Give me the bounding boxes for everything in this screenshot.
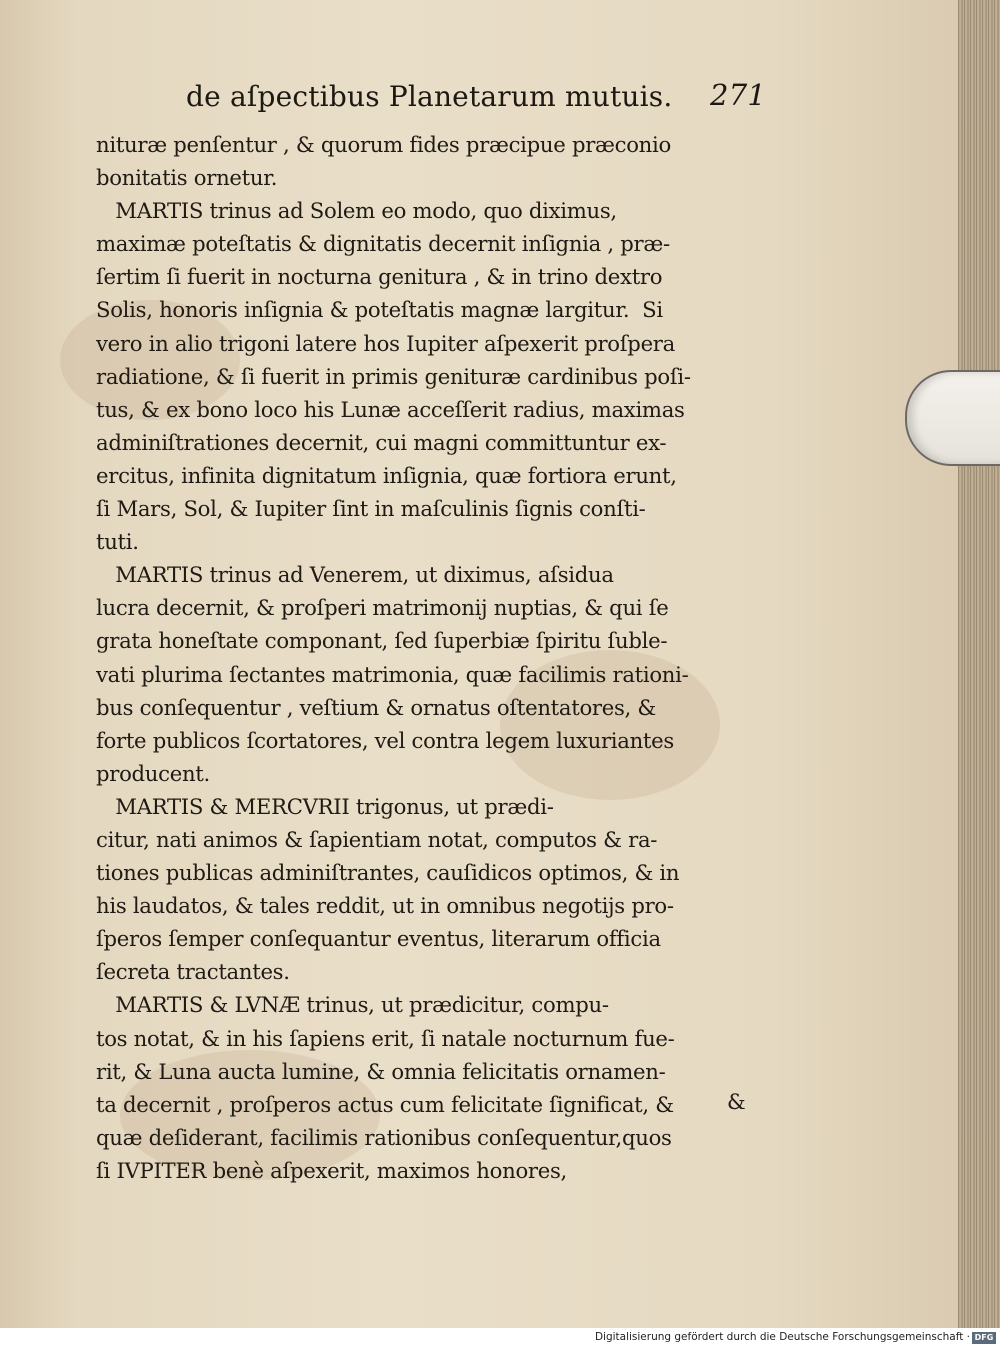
running-header bbox=[186, 80, 766, 124]
text-line: forte publicos ſcortatores, vel contra legem luxuriantes bbox=[96, 727, 674, 753]
text-line: lucra decernit, & proſperi matrimonij nuptias, & qui ſe bbox=[96, 595, 669, 621]
text-line: ſecreta tractantes. bbox=[96, 959, 290, 985]
text-line: MARTIS trinus ad Solem eo modo, quo diximus, bbox=[96, 198, 617, 224]
text-line: bonitatis ornetur. bbox=[96, 165, 278, 191]
text-line: ſertim ſi fuerit in nocturna genitura , & in trino dextro bbox=[96, 264, 663, 290]
page-number: 271 bbox=[710, 78, 766, 112]
text-line: ſi IVPITER benè aſpexerit, maximos honores, bbox=[96, 1157, 567, 1183]
text-line: tos notat, & in his ſapiens erit, ſi natale nocturnum fue- bbox=[96, 1025, 675, 1051]
book-clip bbox=[905, 370, 1000, 466]
text-line: ta decernit , proſperos actus cum felicitate ſignificat, & bbox=[96, 1091, 674, 1117]
page-edges bbox=[958, 0, 1000, 1328]
text-line: ſi Mars, Sol, & Iupiter ſint in maſculinis ſignis conſti- bbox=[96, 496, 646, 522]
text-line: MARTIS & MERCVRII trigonus, ut prædi- bbox=[96, 793, 554, 819]
text-line: ercitus, infinita dignitatum inſignia, quæ fortiora erunt, bbox=[96, 462, 677, 488]
funding-credit: Digitalisierung gefördert durch die Deutsche Forschungsgemeinschaft · bbox=[594, 1331, 970, 1343]
text-line: adminiſtrationes decernit, cui magni committuntur ex- bbox=[96, 429, 667, 455]
text-line: citur, nati animos & ſapientiam notat, computos & ra- bbox=[96, 826, 658, 852]
footer-bar bbox=[0, 1328, 1000, 1349]
text-line: maximæ poteſtatis & dignitatis decernit inſignia , præ- bbox=[96, 231, 670, 257]
text-line: rit, & Luna aucta lumine, & omnia felicitatis ornamen- bbox=[96, 1058, 666, 1084]
text-line: vati plurima ſectantes matrimonia, quæ facilimis rationi- bbox=[96, 661, 689, 687]
dfg-logo: DFG bbox=[972, 1332, 996, 1344]
catchword: & bbox=[727, 1090, 746, 1114]
text-line: tiones publicas adminiſtrantes, cauſidicos optimos, & in bbox=[96, 860, 680, 886]
text-line: tuti. bbox=[96, 529, 139, 555]
text-line: bus conſequentur , veſtium & ornatus oſtentatores, & bbox=[96, 694, 656, 720]
text-line: quæ deſiderant, facilimis rationibus conſequentur,quos bbox=[96, 1124, 672, 1150]
text-line: tus, & ex bono loco his Lunæ acceſſerit radius, maximas bbox=[96, 396, 685, 422]
text-line: MARTIS & LVNÆ trinus, ut prædicitur, compu- bbox=[96, 992, 609, 1018]
text-line: producent. bbox=[96, 760, 210, 786]
text-line: radiatione, & ſi fuerit in primis genituræ cardinibus poſi- bbox=[96, 363, 691, 389]
text-line: Solis, honoris inſignia & poteſtatis magnæ largitur. Si bbox=[96, 297, 663, 323]
text-line: ſperos ſemper conſequantur eventus, literarum officia bbox=[96, 926, 661, 952]
running-title: de aſpectibus Planetarum mutuis. bbox=[186, 80, 673, 113]
text-line: vero in alio trigoni latere hos Iupiter aſpexerit proſpera bbox=[96, 330, 675, 356]
body-text bbox=[96, 128, 764, 1187]
text-line: grata honeſtate componant, ſed ſuperbiæ ſpiritu ſuble- bbox=[96, 628, 668, 654]
text-line: MARTIS trinus ad Venerem, ut diximus, aſsidua bbox=[96, 562, 614, 588]
text-line: his laudatos, & tales reddit, ut in omnibus negotijs pro- bbox=[96, 893, 674, 919]
text-line: nituræ penſentur , & quorum fides præcipue præconio bbox=[96, 132, 671, 157]
